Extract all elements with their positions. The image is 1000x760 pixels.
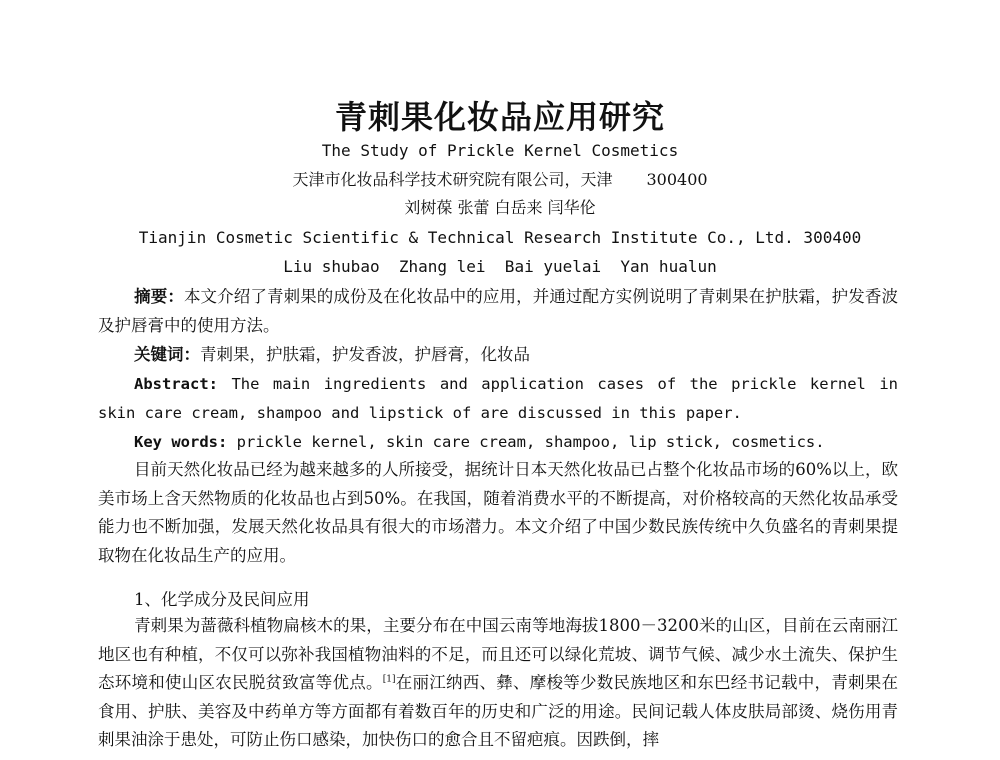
abstract-cn — [98, 283, 898, 340]
intro-text: 目前天然化妆品已经为越来越多的人所接受，据统计日本天然化妆品已占整个化妆品市场的60%以上，欧美市场上含天然物质的化妆品也占到50%。在我国，随着消费水平的不断提高，对价格较高的天然化妆品承受能力也不断加强，发展天然化妆品具有很大的市场潜力。本文介绍了中国少数民族传统中久负盛名的青刺果提取物在化妆品生产的应用。 — [98, 460, 898, 565]
keywords-cn-text: 青刺果，护肤霜，护发香波，护唇膏，化妆品 — [200, 345, 530, 364]
keywords-cn-label: 关键词： — [134, 345, 200, 364]
abstract-en-text: The main ingredients and application cases of the prickle kernel in skin care cream, shampoo and lipstick of are discussed in this paper. — [98, 375, 898, 422]
section1-heading: 1、化学成分及民间应用 — [134, 590, 310, 609]
keywords-en-label: Key words: — [134, 433, 228, 451]
section1-text-a: 青刺果为蔷薇科植物扁核木的果，主要分布在中国云南等地海拔1800－3200米的山区，目前在云南丽江地区也有种植，不仅可以弥补我国植物油料的不足，而且还可以绿化荒坡、调节气候、减少水土流失、保护生态环境和使山区农民脱贫致富等优点。 — [98, 616, 898, 692]
authors-en: Liu shubao Zhang lei Bai yuelai Yan hualun — [283, 257, 717, 276]
authors-cn: 刘树葆 张蕾 白岳来 闫华伦 — [404, 198, 596, 217]
abstract-cn-label: 摘要： — [134, 287, 184, 306]
abstract-cn-text: 本文介绍了青刺果的成份及在化妆品中的应用，并通过配方实例说明了青刺果在护肤霜，护发香波及护唇膏中的使用方法。 — [98, 287, 899, 335]
section1-text-b: 在丽江纳西、彝、摩梭等少数民族地区和东巴经书记载中，青刺果在食用、护肤、美容及中药单方等方面都有着数百年的历史和广泛的用途。民间记载人体皮肤局部烫、烧伤用青刺果油涂于患处，可防止伤口感染，加快伤口的愈合且不留疤痕。因跌倒，摔 — [98, 673, 898, 749]
intro-paragraph — [98, 456, 898, 570]
section1-paragraph — [98, 612, 898, 755]
paper-title-cn: 青刺果化妆品应用研究 — [334, 98, 665, 136]
reference-marker: [1] — [382, 674, 396, 685]
affiliation-en: Tianjin Cosmetic Scientific & Technical Research Institute Co., Ltd. 300400 — [138, 228, 862, 247]
affiliation-cn-text: 天津市化妆品科学技术研究院有限公司，天津 — [292, 170, 613, 189]
keywords-en — [98, 428, 898, 457]
keywords-cn — [98, 341, 898, 370]
affiliation-cn — [0, 169, 1000, 191]
postal-code-cn: 300400 — [646, 170, 708, 189]
abstract-en-label: Abstract: — [134, 375, 218, 393]
abstract-en — [98, 370, 898, 427]
keywords-en-text: prickle kernel, skin care cream, shampoo, lip stick, cosmetics. — [236, 433, 825, 451]
paper-title-en: The Study of Prickle Kernel Cosmetics — [321, 141, 679, 160]
